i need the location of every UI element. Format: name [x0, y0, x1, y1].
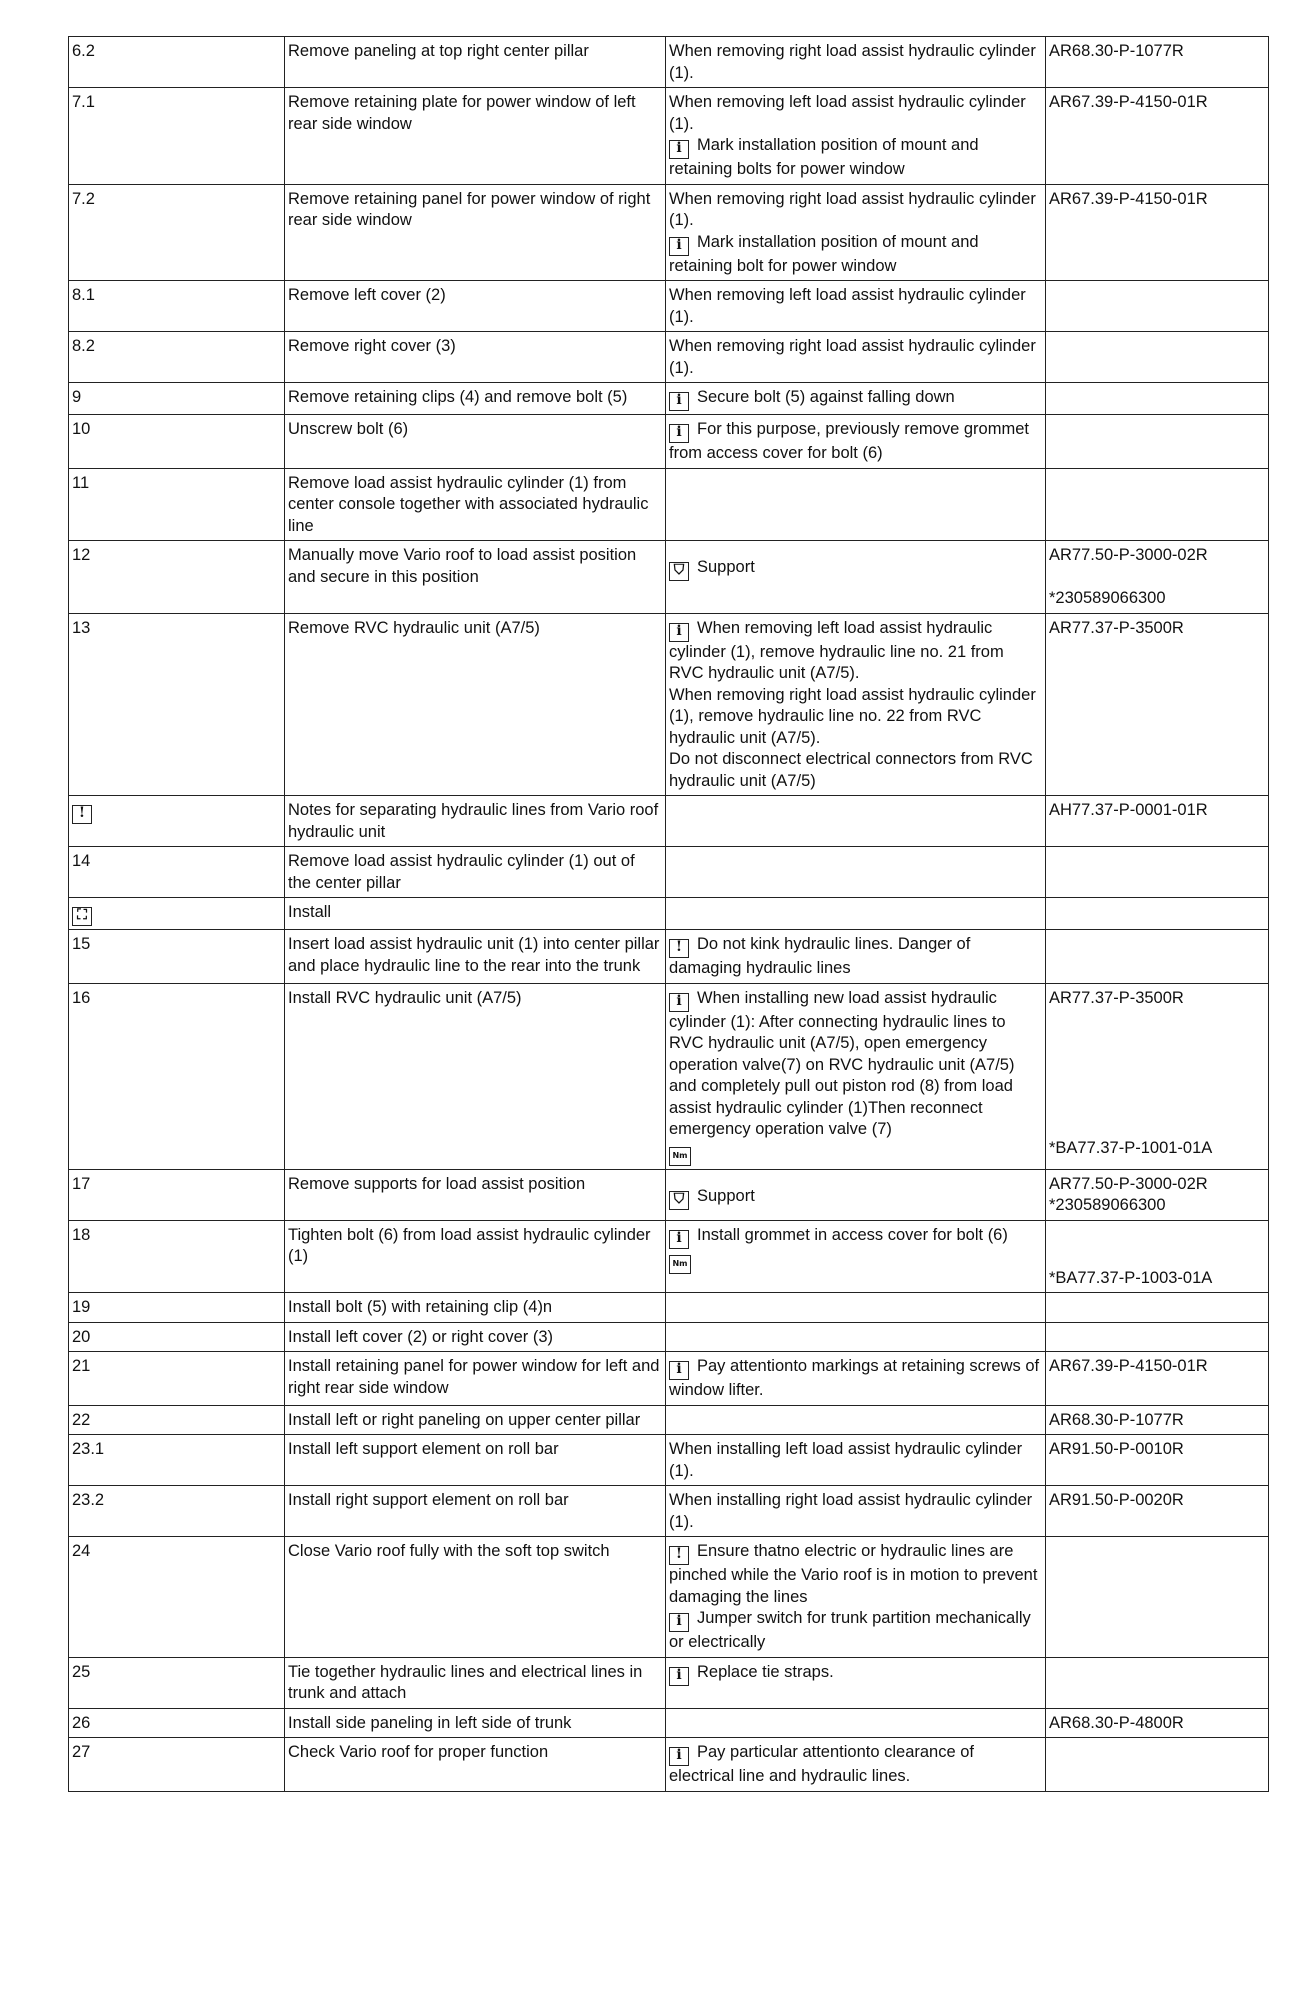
step-number: 21: [72, 1357, 91, 1375]
action-text: Tie together hydraulic lines and electrical lines in trunk and attach: [288, 1662, 643, 1702]
note-line: [669, 1225, 1040, 1249]
note-text: Replace tie straps.: [697, 1662, 834, 1681]
table-row: [69, 847, 1269, 898]
action-cell: [285, 332, 666, 383]
notes-cell: [666, 88, 1046, 185]
info-icon: i: [669, 1613, 689, 1632]
action-cell: [285, 415, 666, 469]
action-text: Tighten bolt (6) from load assist hydraulic cylinder (1): [288, 1225, 651, 1265]
install-icon: ⛶: [72, 907, 92, 926]
step-cell: [69, 468, 285, 541]
note-text: Pay particular attentionto clearance of electrical line and hydraulic lines.: [669, 1743, 974, 1785]
table-row: [69, 1435, 1269, 1486]
reference-cell: [1046, 541, 1269, 614]
table-row: [69, 1738, 1269, 1792]
note-text: Ensure thatno electric or hydraulic lines are pinched while the Vario roof is in motion to prevent damaging the lines: [669, 1542, 1038, 1606]
reference-cell: [1046, 1708, 1269, 1738]
table-row: [69, 1352, 1269, 1406]
reference-cell: [1046, 1293, 1269, 1323]
reference-cell: [1046, 983, 1269, 1169]
action-text: Remove RVC hydraulic unit (A7/5): [288, 618, 540, 637]
action-cell: [285, 1169, 666, 1220]
reference-cell: [1046, 898, 1269, 930]
note-line: [669, 1141, 1040, 1166]
reference-code: [1049, 1031, 1263, 1053]
note-line: [669, 1356, 1040, 1402]
reference-cell: [1046, 1435, 1269, 1486]
action-cell: [285, 1220, 666, 1293]
table-row: [69, 281, 1269, 332]
reference-code: AR77.50-P-3000-02R: [1049, 546, 1208, 564]
notes-cell: [666, 383, 1046, 415]
action-cell: [285, 898, 666, 930]
note-line: [669, 557, 1040, 581]
note-line: [669, 1439, 1040, 1482]
note-line: [669, 1662, 1040, 1686]
reference-code: *230589066300: [1049, 589, 1166, 607]
notes-cell: [666, 1708, 1046, 1738]
reference-code: [1049, 1246, 1263, 1268]
reference-code: AR68.30-P-4800R: [1049, 1713, 1184, 1732]
action-cell: [285, 37, 666, 88]
action-text: Remove left cover (2): [288, 286, 446, 304]
reference-cell: [1046, 383, 1269, 415]
step-number: 16: [72, 988, 91, 1007]
reference-code: AR68.30-P-1077R: [1049, 42, 1184, 60]
notes-cell: [666, 898, 1046, 930]
action-cell: [285, 468, 666, 541]
notes-cell: [666, 613, 1046, 796]
step-number: 27: [72, 1743, 91, 1761]
step-number: 26: [72, 1713, 91, 1732]
reference-cell: [1046, 37, 1269, 88]
note-line: [669, 189, 1040, 232]
action-cell: [285, 383, 666, 415]
step-number: 23.2: [72, 1491, 105, 1509]
step-cell: [69, 37, 285, 88]
step-cell: [69, 415, 285, 469]
action-text: Remove retaining plate for power window of left rear side window: [288, 93, 636, 133]
action-text: Install bolt (5) with retaining clip (4)n: [288, 1298, 553, 1316]
note-text: When removing right load assist hydraulic cylinder (1).: [669, 337, 1036, 377]
reference-code: *230589066300: [1049, 1196, 1166, 1214]
reference-cell: [1046, 1486, 1269, 1537]
note-text: For this purpose, previously remove grommet from access cover for bolt (6): [669, 420, 1029, 462]
note-line: [669, 749, 1040, 792]
notes-cell: [666, 1322, 1046, 1352]
note-text: When removing left load assist hydraulic cylinder (1), remove hydraulic line no. 21 from RVC hydraulic unit (A7/5).: [669, 618, 1004, 682]
reference-cell: [1046, 1405, 1269, 1435]
action-cell: [285, 1708, 666, 1738]
procedure-rows: [69, 37, 1269, 1792]
note-text: When installing left load assist hydraulic cylinder (1).: [669, 1440, 1023, 1480]
action-text: Install right support element on roll bar: [288, 1491, 569, 1509]
table-row: [69, 88, 1269, 185]
action-cell: [285, 281, 666, 332]
info-icon: i: [669, 237, 689, 256]
table-row: [69, 1293, 1269, 1323]
step-cell: [69, 88, 285, 185]
step-number: 22: [72, 1410, 91, 1429]
note-line: [669, 1490, 1040, 1533]
table-row: [69, 1169, 1269, 1220]
step-number: 20: [72, 1327, 91, 1346]
reference-code: *BA77.37-P-1001-01A: [1049, 1139, 1213, 1157]
step-cell: [69, 930, 285, 984]
note-line: [669, 934, 1040, 980]
table-row: [69, 1708, 1269, 1738]
action-cell: [285, 1405, 666, 1435]
table-row: [69, 415, 1269, 469]
notes-cell: [666, 796, 1046, 847]
note-text: Do not disconnect electrical connectors from RVC hydraulic unit (A7/5): [669, 750, 1033, 790]
action-cell: [285, 796, 666, 847]
step-cell: [69, 1293, 285, 1323]
reference-code: AR91.50-P-0010R: [1049, 1440, 1184, 1458]
table-row: [69, 541, 1269, 614]
note-line: [669, 618, 1040, 685]
action-text: Remove paneling at top right center pillar: [288, 42, 589, 60]
step-cell: [69, 281, 285, 332]
note-text: When installing new load assist hydraulic cylinder (1): After connecting hydraulic lines to RVC hydraulic unit (A7/5), open emergency operation valve(7) on RVC hydraulic unit (A7/5) and completely pull out piston rod (8) from load assist hydraulic cylinder (1)Then reconnect emergency operation valve (7): [669, 988, 1015, 1138]
step-cell: [69, 332, 285, 383]
reference-cell: [1046, 1169, 1269, 1220]
info-icon: i: [669, 1747, 689, 1766]
support-icon: ⛉: [669, 1191, 689, 1210]
action-cell: [285, 1537, 666, 1658]
action-text: Notes for separating hydraulic lines from Vario roof hydraulic unit: [288, 801, 659, 841]
note-line: [669, 41, 1040, 84]
notes-cell: [666, 930, 1046, 984]
step-number: 17: [72, 1174, 91, 1193]
notes-cell: [666, 1486, 1046, 1537]
reference-cell: [1046, 1537, 1269, 1658]
step-number: 12: [72, 546, 91, 564]
warning-icon: !: [669, 1546, 689, 1565]
reference-cell: [1046, 930, 1269, 984]
note-line: [669, 419, 1040, 465]
reference-code: AR77.37-P-3500R: [1049, 988, 1184, 1007]
step-number: 11: [72, 473, 90, 492]
action-text: Check Vario roof for proper function: [288, 1743, 549, 1761]
note-line: [669, 988, 1040, 1141]
action-text: Remove right cover (3): [288, 337, 456, 355]
warning-icon: !: [72, 805, 92, 824]
notes-cell: [666, 415, 1046, 469]
step-cell: [69, 1708, 285, 1738]
procedure-table: [68, 36, 1269, 1792]
torque-icon: Nm: [669, 1255, 691, 1274]
action-text: Install retaining panel for power window for left and right rear side window: [288, 1357, 660, 1397]
action-text: Remove retaining clips (4) and remove bolt (5): [288, 388, 628, 406]
step-number: 7.1: [72, 93, 95, 111]
table-row: [69, 796, 1269, 847]
reference-cell: [1046, 332, 1269, 383]
note-line: [669, 1541, 1040, 1608]
reference-cell: [1046, 88, 1269, 185]
torque-icon: Nm: [669, 1147, 691, 1166]
reference-code: [1049, 1095, 1263, 1117]
action-cell: [285, 1657, 666, 1708]
info-icon: i: [669, 1667, 689, 1686]
notes-cell: [666, 1352, 1046, 1406]
info-icon: i: [669, 140, 689, 159]
action-cell: [285, 1738, 666, 1792]
reference-cell: [1046, 184, 1269, 281]
info-icon: i: [669, 1361, 689, 1380]
step-number: 24: [72, 1542, 91, 1560]
reference-code: AH77.37-P-0001-01R: [1049, 801, 1208, 819]
warning-icon: !: [669, 939, 689, 958]
step-cell: [69, 1537, 285, 1658]
action-cell: [285, 1293, 666, 1323]
step-cell: [69, 983, 285, 1169]
step-cell: [69, 383, 285, 415]
notes-cell: [666, 184, 1046, 281]
step-number: 7.2: [72, 189, 95, 208]
action-text: Insert load assist hydraulic unit (1) into center pillar and place hydraulic line to the rear into the trunk: [288, 935, 660, 975]
table-row: [69, 613, 1269, 796]
action-cell: [285, 983, 666, 1169]
step-cell: [69, 1657, 285, 1708]
spacer: [669, 1174, 1040, 1186]
step-number: 8.2: [72, 337, 95, 355]
action-text: Remove retaining panel for power window of right rear side window: [288, 189, 651, 229]
action-text: Close Vario roof fully with the soft top switch: [288, 1542, 610, 1560]
reference-cell: [1046, 1322, 1269, 1352]
note-line: [669, 1249, 1040, 1274]
action-text: Remove load assist hydraulic cylinder (1) out of the center pillar: [288, 852, 635, 892]
action-text: Remove load assist hydraulic cylinder (1) from center console together with associated hydraulic line: [288, 473, 649, 535]
step-cell: [69, 613, 285, 796]
notes-cell: [666, 1537, 1046, 1658]
reference-cell: [1046, 1657, 1269, 1708]
note-text: Support: [697, 1186, 755, 1205]
reference-code: [1049, 1052, 1263, 1074]
reference-cell: [1046, 415, 1269, 469]
table-row: [69, 468, 1269, 541]
step-cell: [69, 1486, 285, 1537]
notes-cell: [666, 1405, 1046, 1435]
note-text: Pay attentionto markings at retaining screws of window lifter.: [669, 1357, 1040, 1399]
note-line: [669, 336, 1040, 379]
note-text: When removing left load assist hydraulic cylinder (1).: [669, 93, 1026, 133]
table-row: [69, 1537, 1269, 1658]
note-text: When removing right load assist hydraulic cylinder (1), remove hydraulic line no. 22 from RVC hydraulic unit (A7/5).: [669, 685, 1036, 747]
action-cell: [285, 613, 666, 796]
info-icon: i: [669, 623, 689, 642]
note-text: When removing right load assist hydraulic cylinder (1).: [669, 189, 1036, 229]
notes-cell: [666, 37, 1046, 88]
step-number: 13: [72, 618, 91, 637]
note-text: When removing left load assist hydraulic cylinder (1).: [669, 286, 1026, 326]
action-text: Install left cover (2) or right cover (3): [288, 1327, 553, 1346]
info-icon: i: [669, 993, 689, 1012]
reference-cell: [1046, 1738, 1269, 1792]
reference-code: [1049, 1225, 1263, 1247]
note-text: Jumper switch for trunk partition mechanically or electrically: [669, 1609, 1031, 1651]
action-cell: [285, 930, 666, 984]
step-number: 8.1: [72, 286, 95, 304]
action-cell: [285, 1486, 666, 1537]
note-line: [669, 135, 1040, 181]
table-row: [69, 1405, 1269, 1435]
action-text: Manually move Vario roof to load assist position and secure in this position: [288, 546, 637, 586]
reference-cell: [1046, 468, 1269, 541]
note-text: When removing right load assist hydraulic cylinder (1).: [669, 42, 1036, 82]
notes-cell: [666, 1293, 1046, 1323]
step-cell: [69, 1405, 285, 1435]
step-number: 15: [72, 935, 91, 953]
step-number: 18: [72, 1225, 91, 1244]
step-cell: [69, 1220, 285, 1293]
reference-cell: [1046, 1352, 1269, 1406]
notes-cell: [666, 1220, 1046, 1293]
notes-cell: [666, 847, 1046, 898]
step-cell: [69, 1738, 285, 1792]
table-row: [69, 1220, 1269, 1293]
action-cell: [285, 1322, 666, 1352]
note-text: Mark installation position of mount and retaining bolt for power window: [669, 232, 979, 275]
step-cell: [69, 1322, 285, 1352]
step-cell: [69, 184, 285, 281]
step-cell: [69, 898, 285, 930]
table-row: [69, 37, 1269, 88]
note-line: [669, 232, 1040, 278]
action-text: Remove supports for load assist position: [288, 1174, 586, 1193]
table-row: [69, 983, 1269, 1169]
action-cell: [285, 184, 666, 281]
action-cell: [285, 88, 666, 185]
note-line: [669, 1608, 1040, 1654]
spacer: [669, 545, 1040, 557]
note-text: Support: [697, 558, 755, 576]
reference-code: *BA77.37-P-1003-01A: [1049, 1268, 1213, 1287]
action-text: Install RVC hydraulic unit (A7/5): [288, 988, 522, 1007]
reference-code: AR77.37-P-3500R: [1049, 618, 1184, 637]
table-row: [69, 1322, 1269, 1352]
step-number: 10: [72, 420, 91, 438]
reference-code: AR67.39-P-4150-01R: [1049, 1357, 1208, 1375]
reference-code: AR91.50-P-0020R: [1049, 1491, 1184, 1509]
notes-cell: [666, 1169, 1046, 1220]
action-cell: [285, 1435, 666, 1486]
action-cell: [285, 541, 666, 614]
step-number: 9: [72, 388, 82, 406]
action-text: Install: [288, 903, 332, 921]
action-text: Install left support element on roll bar: [288, 1440, 559, 1458]
reference-code: [1049, 1074, 1263, 1096]
table-row: [69, 930, 1269, 984]
step-cell: [69, 847, 285, 898]
reference-code: [1049, 1117, 1263, 1139]
notes-cell: [666, 983, 1046, 1169]
note-text: Mark installation position of mount and retaining bolts for power window: [669, 136, 979, 178]
support-icon: ⛉: [669, 562, 689, 581]
step-cell: [69, 796, 285, 847]
table-row: [69, 1486, 1269, 1537]
step-cell: [69, 1169, 285, 1220]
action-text: Install side paneling in left side of trunk: [288, 1713, 572, 1732]
step-number: 14: [72, 852, 91, 870]
action-text: Install left or right paneling on upper center pillar: [288, 1410, 641, 1429]
note-line: [669, 1186, 1040, 1210]
table-row: [69, 184, 1269, 281]
notes-cell: [666, 332, 1046, 383]
table-row: [69, 1657, 1269, 1708]
reference-cell: [1046, 847, 1269, 898]
table-row: [69, 383, 1269, 415]
info-icon: i: [669, 424, 689, 443]
step-number: 6.2: [72, 42, 95, 60]
info-icon: i: [669, 1230, 689, 1249]
note-text: Do not kink hydraulic lines. Danger of damaging hydraulic lines: [669, 935, 971, 977]
table-row: [69, 332, 1269, 383]
reference-code: [1049, 567, 1263, 589]
notes-cell: [666, 468, 1046, 541]
note-line: [669, 387, 1040, 411]
action-cell: [285, 1352, 666, 1406]
reference-cell: [1046, 613, 1269, 796]
step-number: 23.1: [72, 1440, 105, 1458]
reference-cell: [1046, 1220, 1269, 1293]
note-line: [669, 285, 1040, 328]
action-cell: [285, 847, 666, 898]
info-icon: i: [669, 392, 689, 411]
reference-code: AR67.39-P-4150-01R: [1049, 189, 1208, 208]
note-line: [669, 92, 1040, 135]
notes-cell: [666, 1435, 1046, 1486]
table-row: [69, 898, 1269, 930]
notes-cell: [666, 281, 1046, 332]
step-cell: [69, 1352, 285, 1406]
note-text: Install grommet in access cover for bolt (6): [697, 1225, 1008, 1244]
reference-cell: [1046, 796, 1269, 847]
reference-code: [1049, 1009, 1263, 1031]
step-number: 25: [72, 1662, 91, 1681]
reference-code: AR67.39-P-4150-01R: [1049, 93, 1208, 111]
note-text: Secure bolt (5) against falling down: [697, 388, 955, 406]
notes-cell: [666, 1738, 1046, 1792]
reference-cell: [1046, 281, 1269, 332]
notes-cell: [666, 541, 1046, 614]
reference-code: AR77.50-P-3000-02R: [1049, 1174, 1208, 1193]
step-number: 19: [72, 1298, 91, 1316]
step-cell: [69, 1435, 285, 1486]
step-cell: [69, 541, 285, 614]
reference-code: AR68.30-P-1077R: [1049, 1410, 1184, 1429]
action-text: Unscrew bolt (6): [288, 420, 409, 438]
note-text: When installing right load assist hydraulic cylinder (1).: [669, 1491, 1033, 1531]
notes-cell: [666, 1657, 1046, 1708]
note-line: [669, 1742, 1040, 1788]
note-line: [669, 685, 1040, 750]
